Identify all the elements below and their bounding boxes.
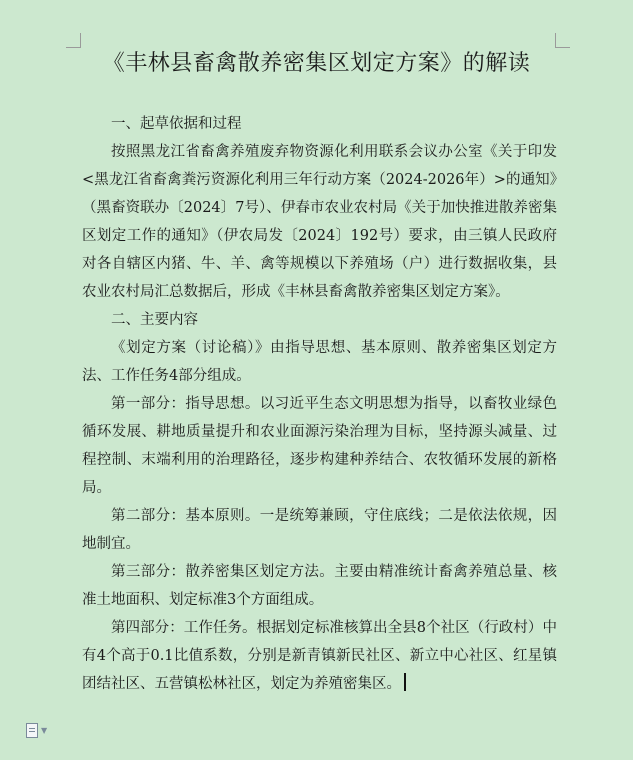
paragraph-part-four-text: 第四部分：工作任务。根据划定标准核算出全县8个社区（行政村）中有4个高于0.1比值系数，分别是新青镇新民社区、新立中心社区、红星镇团结社区、五营镇松林社区，划定为养殖密集区。 <box>82 620 557 692</box>
section-heading-1: 一、起草依据和过程 <box>111 116 242 132</box>
paragraph-part-two: 第二部分：基本原则。一是统筹兼顾，守住底线；二是依法依规，因地制宜。 <box>82 508 557 552</box>
text-cursor <box>404 673 406 691</box>
paste-options-button[interactable] <box>26 722 56 738</box>
paragraph-part-three: 第三部分：散养密集区划定方法。主要由精准统计畜禽养殖总量、核准土地面积、划定标准3个方面组成。 <box>82 564 557 608</box>
document-body[interactable] <box>82 110 557 698</box>
paragraph-composition: 《划定方案（讨论稿）》由指导思想、基本原则、散养密集区划定方法、工作任务4部分组成。 <box>82 340 557 384</box>
document-title: 《丰林县畜禽散养密集区划定方案》的解读 <box>102 51 531 76</box>
section-heading-2: 二、主要内容 <box>111 312 198 328</box>
chevron-down-icon: ▼ <box>41 725 48 735</box>
paragraph-part-four <box>82 614 557 698</box>
paragraph-basis: 按照黑龙江省畜禽养殖废弃物资源化利用联系会议办公室《关于印发<黑龙江省畜禽粪污资源化利用三年行动方案（2024-2026年）>的通知》（黑畜资联办〔2024〕7号）、伊春市农业农村局《关于加快推进散养密集区划定工作的通知》（伊农局发〔2024〕192号）要求，由三镇人民政府对各自辖区内猪、牛、羊、禽等规模以下养殖场（户）进行数据收集，县农业农村局汇总数据后，形成《丰林县畜禽散养密集区划定方案》。 <box>82 144 557 300</box>
paragraph-part-one: 第一部分：指导思想。以习近平生态文明思想为指导，以畜牧业绿色循环发展、耕地质量提升和农业面源污染治理为目标，坚持源头减量、过程控制、末端利用的治理路径，逐步构建种养结合、农牧循环发展的新格局。 <box>82 396 557 496</box>
document-icon <box>26 723 38 738</box>
